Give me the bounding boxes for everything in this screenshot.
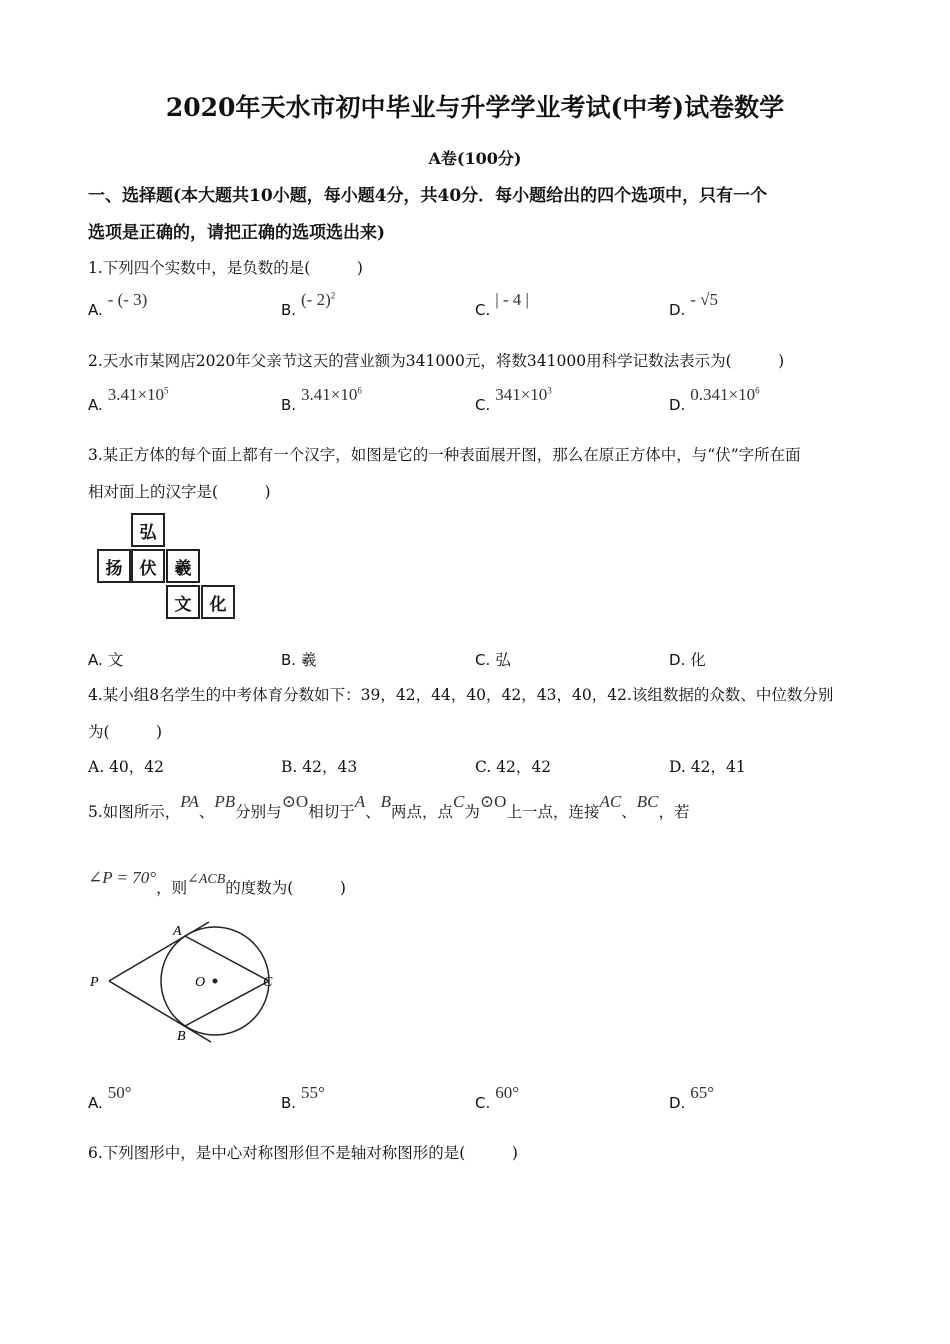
option-label: B. [281,301,297,319]
option-math: $0.341\times 10^6$ [690,385,760,404]
q2-option-b [281,385,362,415]
option-label: C. [475,1094,491,1112]
option-label: B. [281,396,297,414]
option-math: | - 4 | [495,290,529,309]
net-cell: 文 [166,585,200,619]
option-math: 60° [495,1083,519,1102]
option-math: - (- 3) [107,290,148,309]
q1-option-c [475,290,529,320]
option-label: A. [88,301,103,319]
net-cell: 化 [201,585,235,619]
tangent-circle-figure [85,918,285,1048]
option-label: B. [281,758,298,776]
option-label: D. [669,651,686,669]
q5-option-b [281,1083,325,1113]
option-math: $341\times 10^3$ [495,385,552,404]
option-label: D. [669,1094,686,1112]
point-a-label: A [173,924,182,939]
option-label: B. [281,651,297,669]
point-c-label: C [263,975,273,990]
q4-option-b [281,755,357,777]
option-math: 65° [690,1083,715,1102]
q3-option-d [669,648,706,670]
option-label: A. [88,758,105,776]
option-label: B. [281,1094,297,1112]
option-text: 文 [107,651,124,669]
net-cell: 羲 [166,549,200,583]
paper-section-title: A卷(100分) [428,149,522,168]
q1-option-b [281,290,336,320]
q2-option-c [475,385,552,415]
net-cell: 弘 [131,513,165,547]
q2-stem: 2.天水市某网店2020年父亲节这天的营业额为341000元，将数341000用科学记数法表示为( ) [88,352,785,370]
q1-option-a [88,290,148,320]
q4-option-c [475,755,551,777]
option-text: 弘 [495,651,511,669]
option-label: A. [88,396,103,414]
q3-option-c [475,648,511,670]
q4-stem-line2: 为( ) [88,723,163,741]
q5-option-d [669,1083,715,1113]
q4-stem-line1: 4.某小组8名学生的中考体育分数如下：39，42，44，40，42，43，40，42.该组数据的众数、中位数分别 [88,686,834,704]
q4-option-d [669,755,746,777]
option-text: 42，41 [690,758,746,776]
net-cell: 伏 [131,549,165,583]
option-math: 55° [301,1083,325,1102]
page-title: 2020年天水市初中毕业与升学学业考试(中考)试卷数学 [165,93,785,122]
q2-option-a [88,385,169,415]
option-label: C. [475,651,491,669]
q3-stem-line2: 相对面上的汉字是( ) [88,483,271,501]
q5-stem-line1: 5.如图所示，PA、PB分别与⊙O相切于A、B两点，点C为⊙O上一点，连接AC、BC，若 [88,792,690,821]
point-b-label: B [177,1029,186,1044]
q5-option-c [475,1083,519,1113]
option-text: 羲 [301,651,317,669]
q3-option-b [281,648,317,670]
option-label: D. [669,301,686,319]
option-text: 40，42 [109,758,165,776]
net-cell: 扬 [97,549,131,583]
point-p-label: P [90,975,99,990]
option-text: 化 [690,651,706,669]
section-heading-line1: 一、选择题(本大题共10小题，每小题4分，共40分．每小题给出的四个选项中，只有一个 [88,186,768,206]
section-heading-line2: 选项是正确的，请把正确的选项选出来) [88,223,386,243]
q5-option-a [88,1083,132,1113]
option-label: D. [669,758,686,776]
option-math: 50° [107,1083,132,1102]
q3-option-a [88,648,123,670]
option-label: A. [88,1094,103,1112]
option-label: C. [475,758,492,776]
q1-option-d [669,290,719,320]
option-label: A. [88,651,103,669]
option-math: $3.41\times 10^6$ [301,385,362,404]
option-math: $3.41\times 10^5$ [107,385,169,404]
option-math: - √5 [690,290,719,309]
q6-stem: 6.下列图形中，是中心对称图形但不是轴对称图形的是( ) [88,1144,518,1162]
point-o-label: O [195,975,206,990]
option-label: C. [475,396,491,414]
q2-option-d [669,385,760,415]
q1-stem: 1.下列四个实数中，是负数的是( ) [88,259,363,277]
option-text: 42，42 [496,758,552,776]
option-text: 42，43 [302,758,358,776]
q5-stem-line2: ∠P = 70°，则∠ACB的度数为( ) [88,868,346,897]
option-label: C. [475,301,491,319]
q4-option-a [88,755,164,777]
option-label: D. [669,396,686,414]
q3-stem-line1: 3.某正方体的每个面上都有一个汉字，如图是它的一种表面展开图，那么在原正方体中，与“伏”字所在面 [88,446,801,464]
option-math: (- 2)$^2$ [301,290,336,309]
